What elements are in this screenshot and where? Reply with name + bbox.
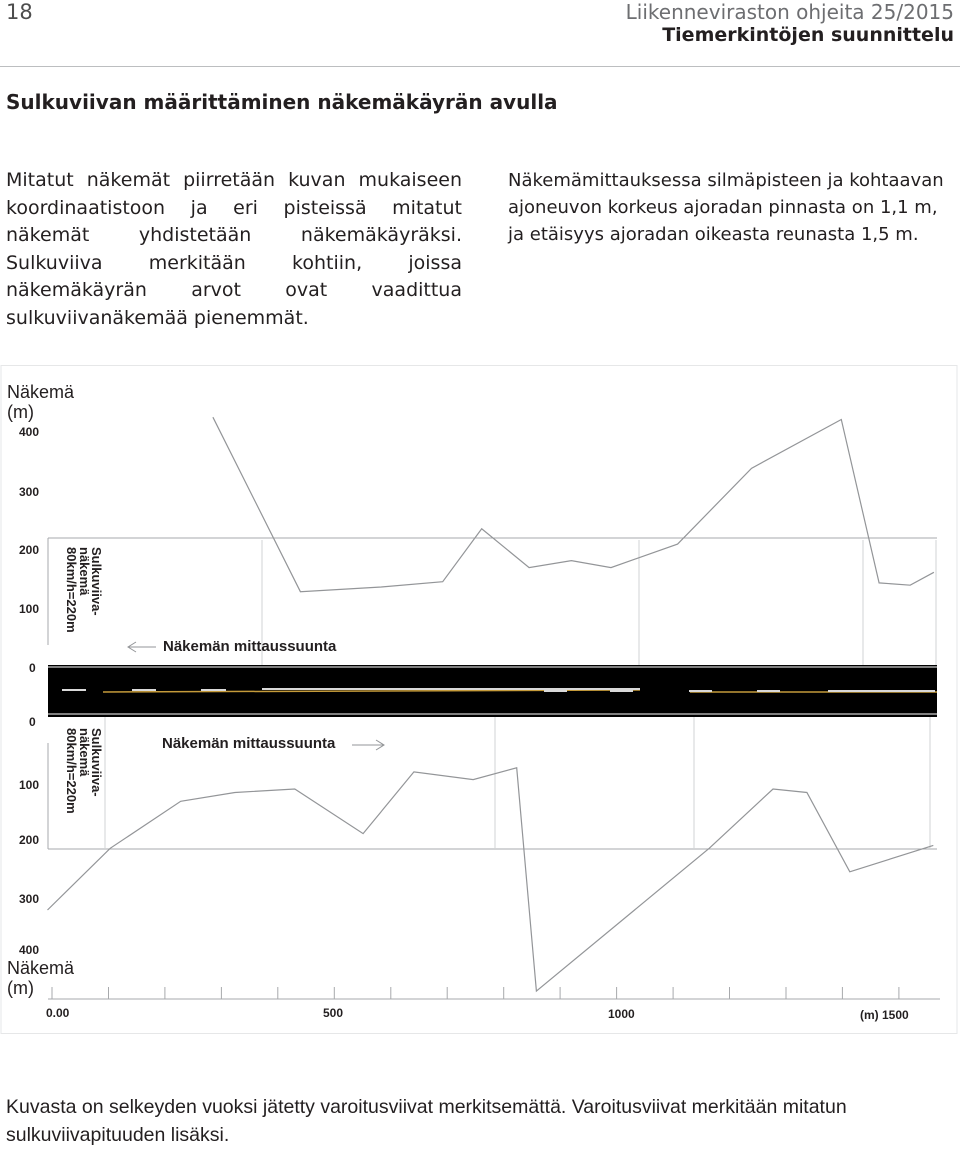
top-tick-300: 300 — [19, 485, 40, 499]
y-axis-title-top-line1: Näkemä — [7, 382, 75, 402]
x-tick-500: 500 — [323, 1006, 344, 1020]
top-sight-distance-curve — [213, 417, 934, 592]
x-tick-1000: 1000 — [608, 1007, 635, 1021]
road-band — [48, 665, 937, 717]
body-paragraph-left: Mitatut näkemät piirretään kuvan mukaiseen koordinaatistoon ja eri pisteissä mitatut näkemät yhdistetään näkemäkäyräksi. Sulkuviiva merkitään kohtiin, joissa näkemäkäyrän arvot ovat vaadittua sulkuviivanäkemää pienemmät. — [6, 169, 462, 329]
top-threshold-label-line2: näkemä — [77, 547, 92, 596]
section-heading: Sulkuviivan määrittäminen näkemäkäyrän avulla — [6, 90, 558, 114]
figure-caption: Kuvasta on selkeyden vuoksi jätetty varoitusviivat merkitsemättä. Varoitusviivat merkitään mitatun sulkuviivapituuden lisäksi. — [6, 1096, 847, 1146]
bottom-threshold-label-line3: 80km/h=220m — [64, 728, 79, 814]
top-threshold-label — [64, 547, 104, 633]
bottom-y-ticks — [19, 715, 39, 957]
bottom-threshold-label — [64, 728, 104, 814]
bottom-direction-arrow — [352, 740, 384, 750]
bottom-sight-distance-curve — [48, 768, 934, 991]
bottom-tick-400: 400 — [19, 943, 40, 957]
top-tick-100: 100 — [19, 602, 40, 616]
top-direction-label: Näkemän mittaussuunta — [163, 638, 337, 655]
bottom-tick-0: 0 — [29, 715, 36, 729]
top-y-ticks — [19, 425, 39, 675]
publication-series: Liikenneviraston ohjeita 25/2015 — [625, 0, 954, 24]
sight-distance-figure — [0, 365, 960, 1037]
y-axis-title-bottom-line1: Näkemä — [7, 958, 75, 978]
bottom-tick-300: 300 — [19, 892, 40, 906]
x-tick-1500: (m) 1500 — [860, 1008, 909, 1022]
bottom-tick-200: 200 — [19, 833, 40, 847]
bottom-tick-100: 100 — [19, 778, 40, 792]
top-direction-arrow — [128, 642, 156, 652]
x-minor-ticks — [52, 987, 899, 999]
publication-title: Tiemerkintöjen suunnittelu — [662, 24, 954, 46]
bottom-threshold-label-line1: Sulkuviiva- — [89, 728, 104, 797]
top-threshold-label-line3: 80km/h=220m — [64, 547, 79, 633]
top-threshold-label-line1: Sulkuviiva- — [89, 547, 104, 616]
top-tick-400: 400 — [19, 425, 40, 439]
page-number: 18 — [6, 0, 33, 24]
bottom-direction-label: Näkemän mittaussuunta — [162, 735, 336, 752]
top-tick-0: 0 — [29, 661, 36, 675]
y-axis-title-top-line2: (m) — [7, 402, 34, 422]
x-axis — [46, 987, 940, 1022]
top-tick-200: 200 — [19, 543, 40, 557]
y-axis-title-bottom-line2: (m) — [7, 978, 34, 998]
top-markers — [262, 540, 936, 665]
x-tick-0: 0.00 — [46, 1006, 70, 1020]
bottom-threshold-label-line2: näkemä — [77, 728, 92, 777]
header-divider — [0, 66, 960, 67]
body-paragraph-right: Näkemämittauksessa silmäpisteen ja kohtaavan ajoneuvon korkeus ajoradan pinnasta on 1,1 m, ja etäisyys ajoradan oikeasta reunasta 1,5 m. — [508, 170, 944, 245]
